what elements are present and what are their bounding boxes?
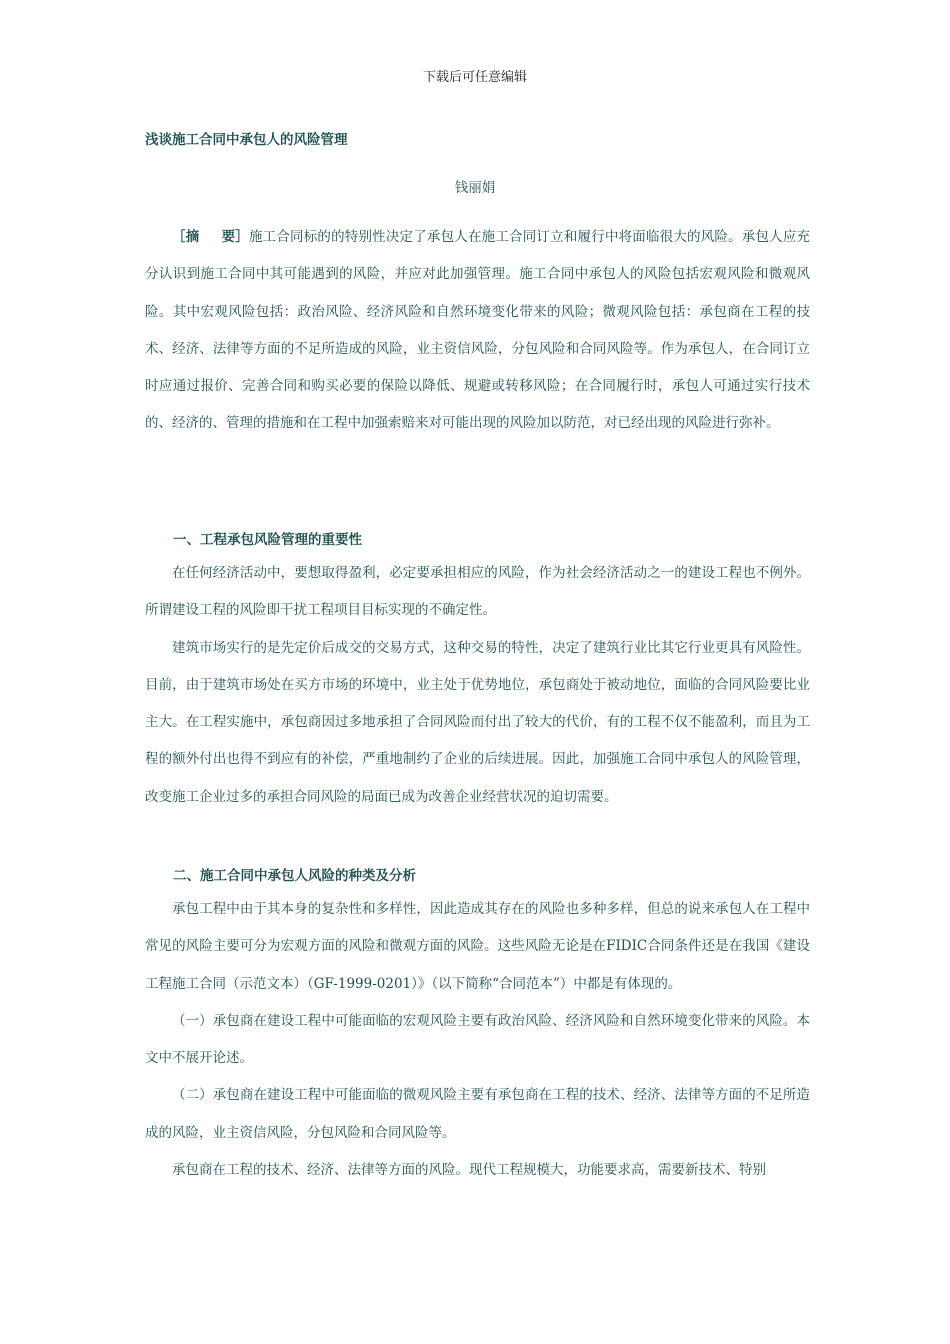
section-2-body (145, 891, 810, 1189)
abstract-label-close: 要］ (221, 229, 249, 245)
page-header-note: 下载后可任意编辑 (422, 70, 527, 85)
section-2-paragraph: 承包商在工程的技术、经济、法律等方面的风险。现代工程规模大，功能要求高，需要新技术、特别 (172, 1162, 766, 1179)
section-1-body (145, 555, 810, 816)
section-1-paragraph: 在任何经济活动中，要想取得盈利，必定要承担相应的风险，作为社会经济活动之一的建设工程也不例外。所谓建设工程的风险即干扰工程项目目标实现的不确定性。 (145, 565, 810, 619)
abstract-paragraph (145, 219, 810, 443)
document-title: 浅谈施工合同中承包人的风险管理 (145, 132, 348, 148)
section-2-paragraph: （二）承包商在建设工程中可能面临的微观风险主要有承包商在工程的技术、经济、法律等方面的不足所造成的风险，业主资信风险，分包风险和合同风险等。 (145, 1087, 810, 1141)
abstract-text: 施工合同标的的特别性决定了承包人在施工合同订立和履行中将面临很大的风险。承包人应充分认识到施工合同中其可能遇到的风险，并应对此加强管理。施工合同中承包人的风险包括宏观风险和微观风险。其中宏观风险包括：政治风险、经济风险和自然环境变化带来的风险；微观风险包括：承包商在工程的技术、经济、法律等方面的不足所造成的风险，业主资信风险，分包风险和合同风险等。作为承包人，在合同订立时应通过报价、完善合同和购买必要的保险以降低、规避或转移风险；在合同履行时，承包人可通过实行技术的、经济的、管理的措施和在工程中加强索赔来对可能出现的风险加以防范，对已经出现的风险进行弥补。 (145, 229, 811, 432)
section-1-heading: 一、工程承包风险管理的重要性 (173, 532, 362, 548)
abstract-label (172, 229, 249, 245)
section-2-heading: 二、施工合同中承包人风险的种类及分析 (173, 868, 416, 884)
abstract-block (145, 219, 810, 443)
section-1-paragraph: 建筑市场实行的是先定价后成交的交易方式，这种交易的特性，决定了建筑行业比其它行业更具有风险性。目前，由于建筑市场处在买方市场的环境中，业主处于优势地位，承包商处于被动地位，面临的合同风险要比业主大。在工程实施中，承包商因过多地承担了合同风险而付出了较大的代价，有的工程不仅不能盈利，而且为工程的额外付出也得不到应有的补偿，严重地制约了企业的后续进展。因此，加强施工合同中承包人的风险管理，改变施工企业过多的承担合同风险的局面已成为改善企业经营状况的迫切需要。 (145, 639, 810, 805)
document-author: 钱丽娟 (454, 180, 496, 196)
section-2-paragraph: （一）承包商在建设工程中可能面临的宏观风险主要有政治风险、经济风险和自然环境变化带来的风险。本文中不展开论述。 (145, 1012, 810, 1067)
section-2-paragraph: 承包工程中由于其本身的复杂性和多样性，因此造成其存在的风险也多种多样，但总的说来承包人在工程中常见的风险主要可分为宏观方面的风险和微观方面的风险。这些风险无论是在FIDIC合同条件还是在我国《建设工程施工合同（示范文本）（GF-1999-0201）》（以下简称“合同范本”）中都是有体现的。 (145, 901, 810, 992)
abstract-label-open: ［摘 (172, 229, 200, 245)
